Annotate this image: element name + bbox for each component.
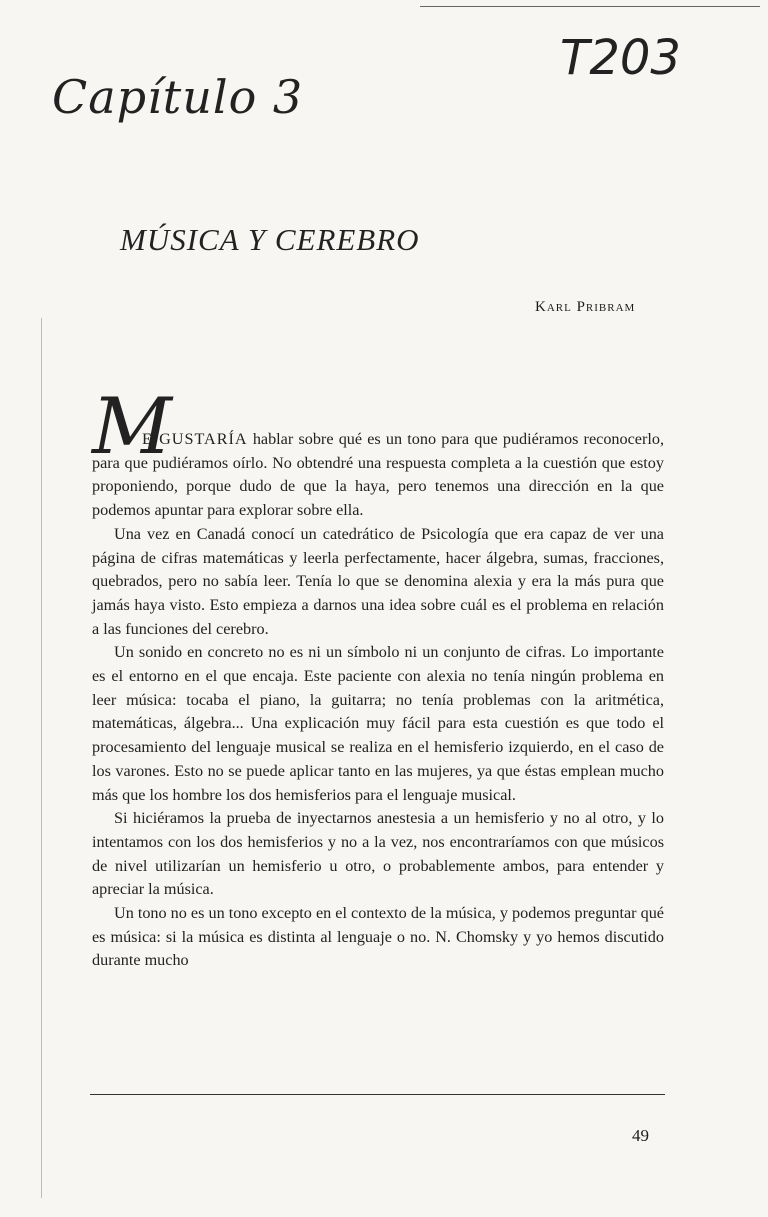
page-number: 49	[632, 1126, 649, 1145]
drop-cap: M	[92, 382, 172, 472]
handwritten-reference-code: T203	[560, 30, 681, 86]
top-edge-rule	[420, 6, 760, 7]
paragraph-4: Si hiciéramos la prueba de inyectarnos anestesia a un hemisferio y no al otro, y lo intentamos con los dos hemisferios y no a la vez, nos encontraríamos con que músicos de nivel utilizarían un hemisferio u otro, o probablemente ambos, para entender y apreciar la música.	[92, 809, 664, 899]
paragraph-3: Un sonido en concreto no es ni un símbolo ni un conjunto de cifras. Lo importante es el entorno en el que encaja. Este paciente con alexia no tenía ningún problema en leer música: tocaba el piano, la guitarra; no tenía problemas con la aritmética, matemáticas, álgebra... Una explicación muy fácil para esta cuestión es que todo el procesamiento del lenguaje musical se realiza en el hemisferio izquierdo, en el caso de los varones. Esto no se puede aplicar tanto en las mujeres, ya que éstas emplean mucho más que los hombre los dos hemisferios para el lenguaje musical.	[92, 643, 664, 804]
paragraph-1	[92, 428, 664, 523]
body-text	[92, 428, 664, 973]
footer-rule	[90, 1094, 665, 1095]
drop-cap-word: E GUSTARÍA	[142, 430, 248, 448]
paragraph-5: Un tono no es un tono excepto en el contexto de la música, y podemos preguntar qué es música: si la música es distinta al lenguaje o no. N. Chomsky y yo hemos discutido durante mucho	[92, 904, 664, 970]
author-name: Karl Pribram	[535, 299, 636, 315]
scan-margin-line	[41, 318, 42, 1198]
paragraph-2: Una vez en Canadá conocí un catedrático de Psicología que era capaz de ver una página de cifras matemáticas y leerla perfectamente, hacer álgebra, sumas, fracciones, quebrados, pero no sabía leer. Tenía lo que se denomina alexia y era la más pura que jamás haya visto. Esto empieza a darnos una idea sobre cuál es el problema en relación a las funciones del cerebro.	[92, 524, 664, 638]
paragraph-1-text: hablar sobre qué es un tono para que pudiéramos reconocerlo, para que pudiéramos oírlo. No obtendré una respuesta completa a la cuestión que estoy proponiendo, porque dudo de que la haya, pero tenemos una dirección en la que podemos apuntar para explorar sobre ella.	[92, 430, 664, 520]
handwritten-chapter-label: Capítulo 3	[52, 70, 304, 124]
chapter-title: MÚSICA Y CEREBRO	[120, 222, 420, 257]
